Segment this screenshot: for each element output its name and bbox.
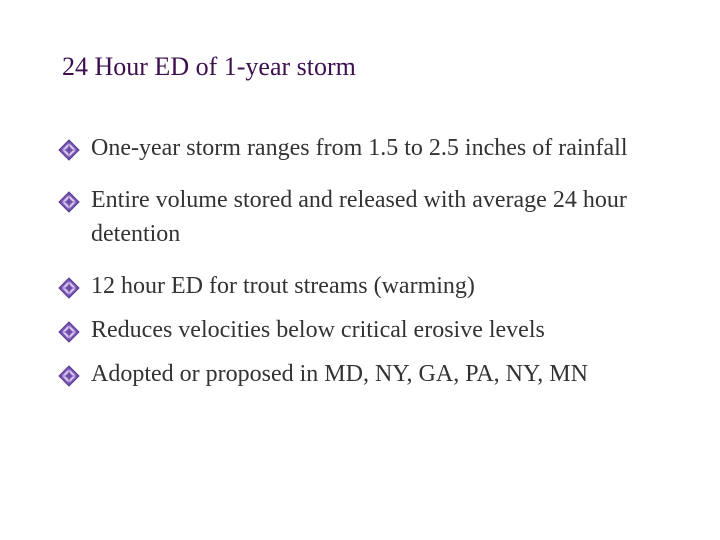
bullet-item: [58, 183, 698, 251]
bullet-text: Reduces velocities below critical erosive levels: [91, 317, 545, 343]
diamond-icon: [58, 363, 80, 385]
diamond-icon: [58, 275, 80, 297]
diamond-icon: [58, 189, 80, 211]
bullet-item: [58, 313, 698, 347]
diamond-icon: [58, 319, 80, 341]
diamond-icon: [58, 137, 80, 159]
bullet-item: [58, 269, 698, 303]
bullet-text: 12 hour ED for trout streams (warming): [91, 273, 475, 299]
bullet-text: One-year storm ranges from 1.5 to 2.5 inches of rainfall: [91, 135, 628, 161]
slide-title: 24 Hour ED of 1-year storm: [62, 52, 356, 81]
bullet-text: Adopted or proposed in MD, NY, GA, PA, NY, MN: [91, 361, 588, 387]
bullet-text: Entire volume stored and released with average 24 hour detention: [91, 187, 627, 247]
bullet-list: [58, 131, 698, 409]
bullet-item: [58, 357, 698, 391]
bullet-item: [58, 131, 698, 165]
